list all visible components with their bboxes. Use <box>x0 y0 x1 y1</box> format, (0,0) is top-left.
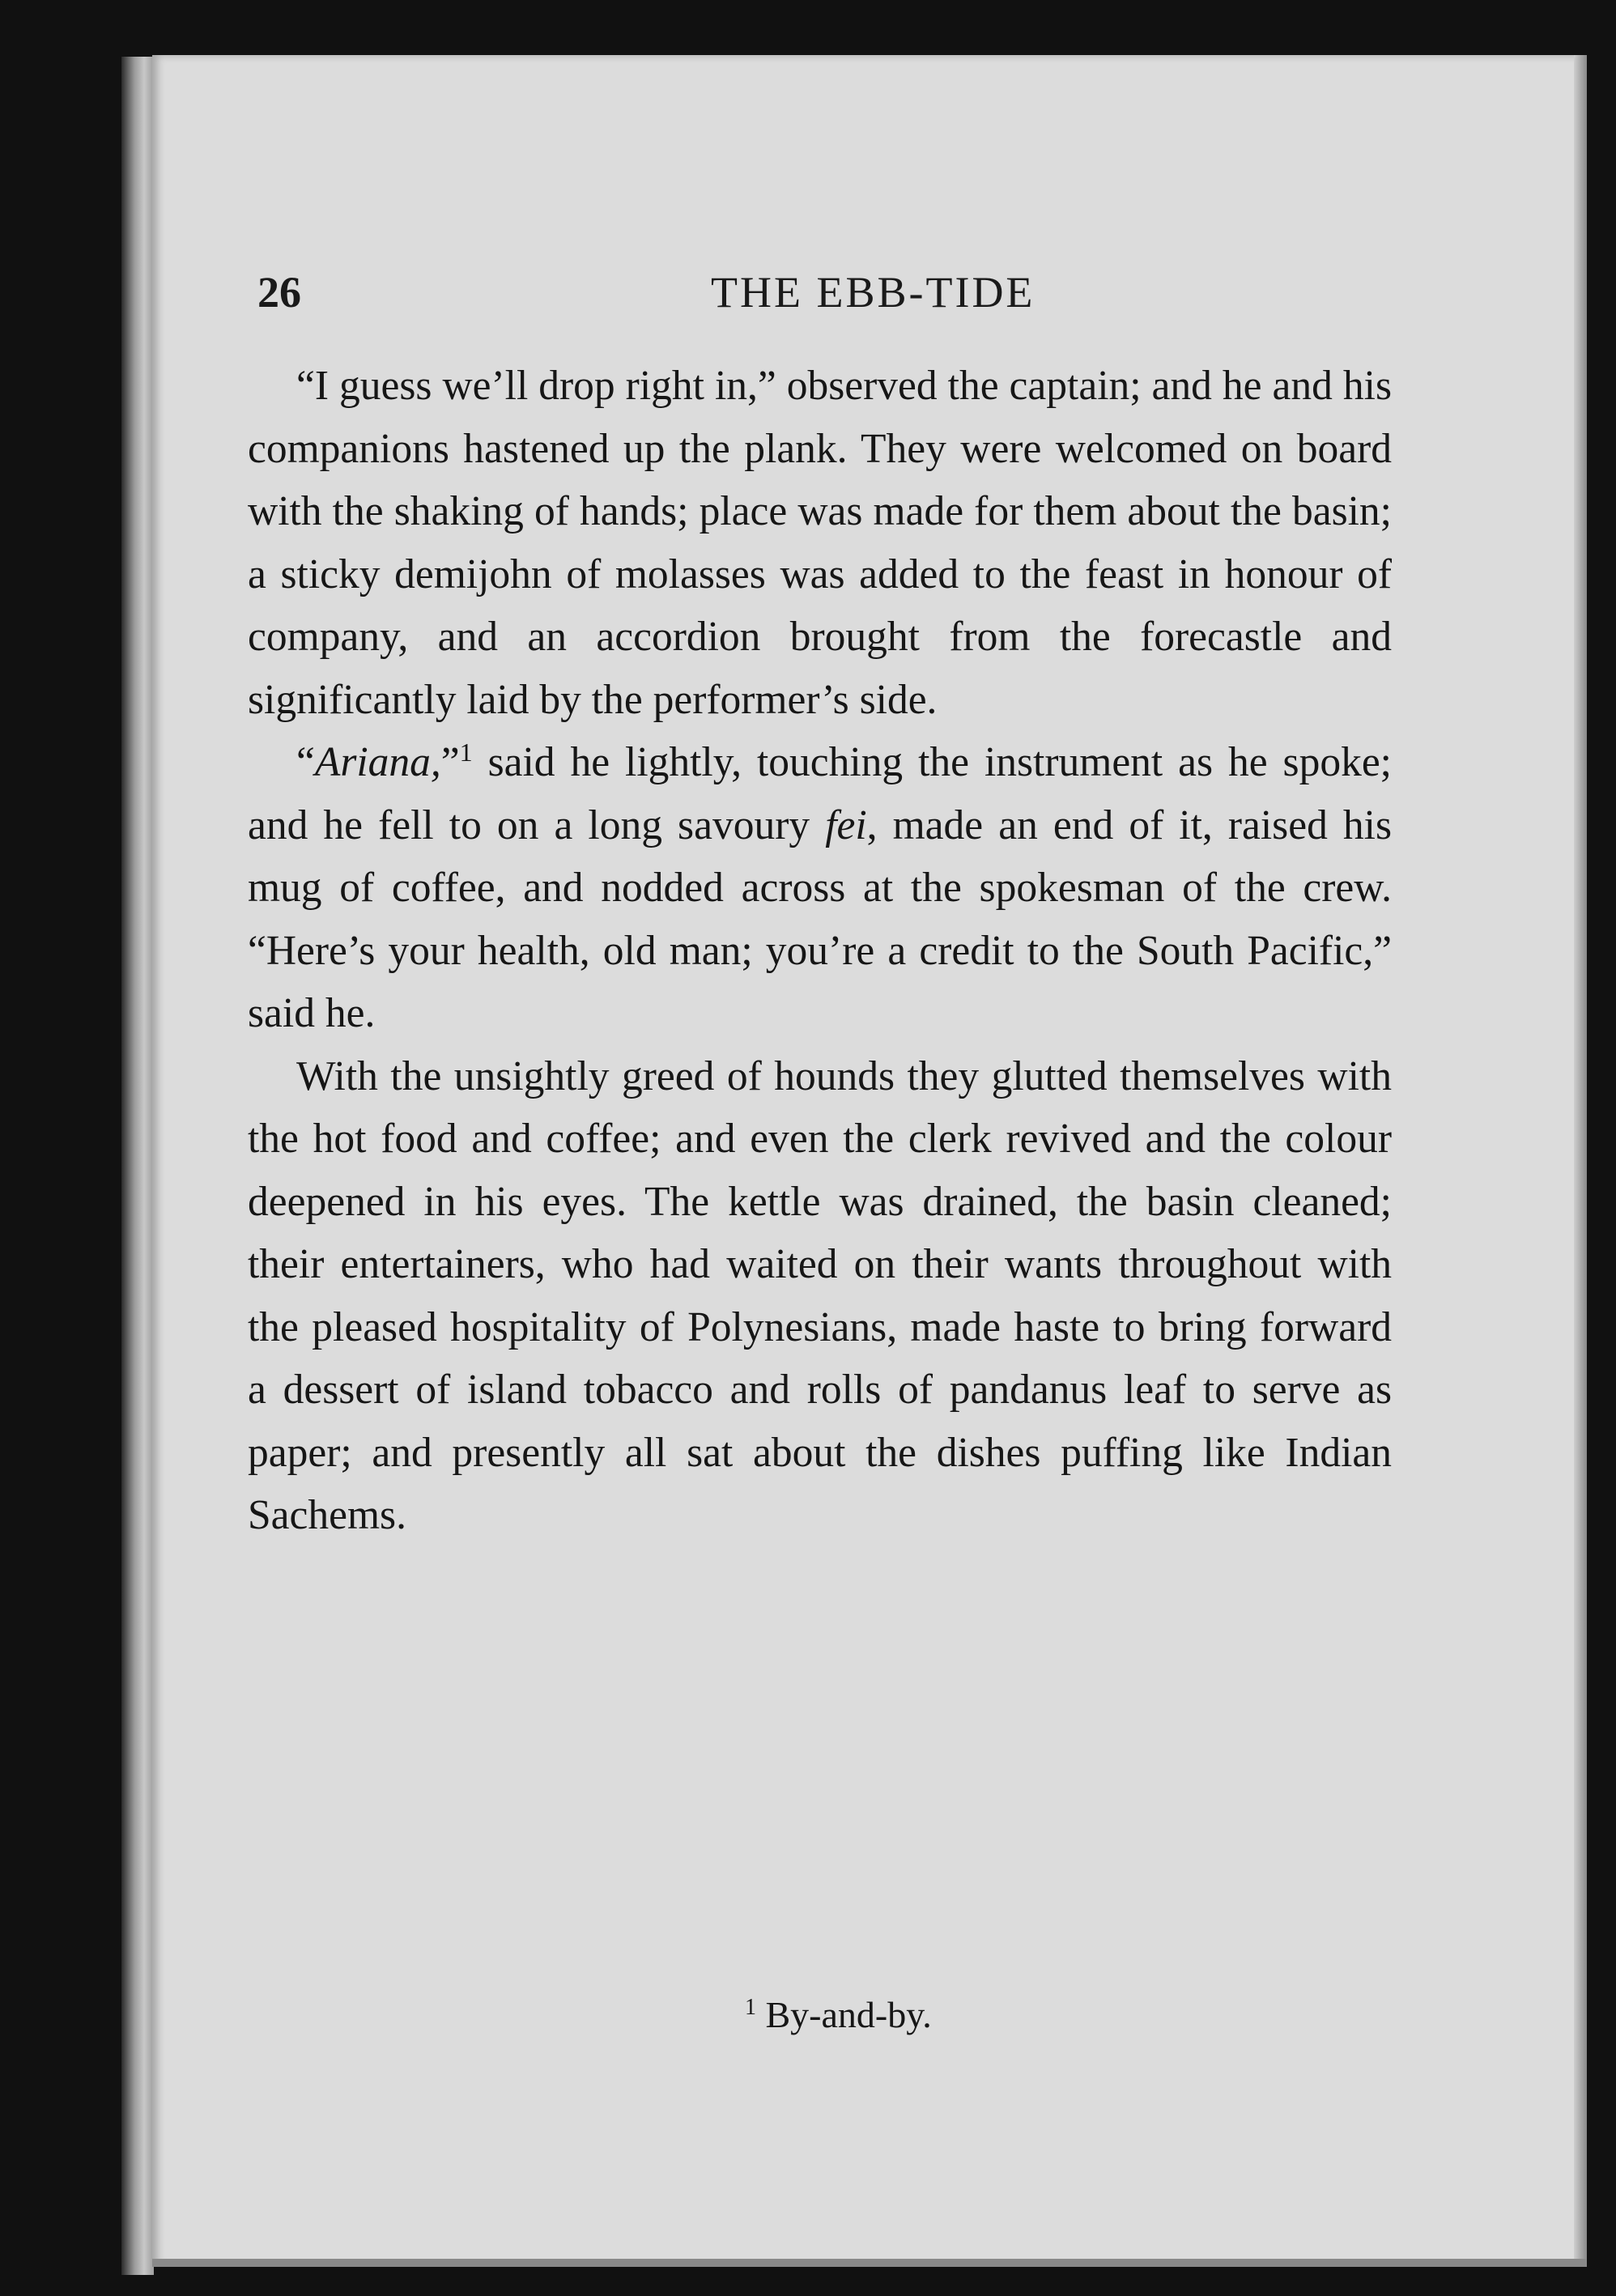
page-right-edge <box>1574 55 1587 2267</box>
running-header <box>257 267 1391 332</box>
footnote-text: By-and-by. <box>765 1994 932 2035</box>
italic-text: fei <box>825 801 867 848</box>
text-segment: “I guess we’ll drop right in,” observed the captain; and he and his companions hastened up the plank. They were welcomed on board with the shaking of hands; place was made for them about the basin; a sticky demijohn of molasses was added to the feast in honour of company, and an accordion brought from the forecastle and significantly laid by the performer’s side. <box>248 363 1392 723</box>
paragraph <box>248 731 1392 1045</box>
paragraph <box>248 355 1392 731</box>
running-title: THE EBB-TIDE <box>711 268 1036 317</box>
page-bottom-edge <box>152 2259 1587 2267</box>
paragraph <box>248 1045 1392 1547</box>
italic-text: Ariana, <box>314 739 441 785</box>
text-segment: said he lightly, touching the instrument as he spoke; and he fell to on a long savoury <box>248 739 1392 848</box>
footnote-marker: 1 <box>745 1995 756 2020</box>
book-binding-edge <box>121 57 154 2275</box>
text-segment: “ <box>296 739 315 785</box>
footnote-reference: 1 <box>459 738 473 767</box>
footnote <box>745 1993 932 2036</box>
text-segment: With the unsightly greed of hounds they glutted themselves with the hot food and coffee; and even the clerk revived and the colour deepened in his eyes. The kettle was drained, the basin cleaned; their entertainers, who had waited on their wants throughout with the pleased hospitality of Polynesians, made haste to bring forward a dessert of island tobacco and rolls of pandanus leaf to serve as paper; and presently all sat about the dishes puffing like Indian Sachems. <box>248 1052 1392 1538</box>
body-text <box>248 355 1392 1547</box>
page-number: 26 <box>257 268 301 317</box>
text-segment: , made an end of it, raised his mug of coffee, and nodded across at the spokesman of the crew. “Here’s your health, old man; you’re a credit to the South Pacific,” said he. <box>248 801 1392 1036</box>
text-segment: ” <box>440 739 460 785</box>
